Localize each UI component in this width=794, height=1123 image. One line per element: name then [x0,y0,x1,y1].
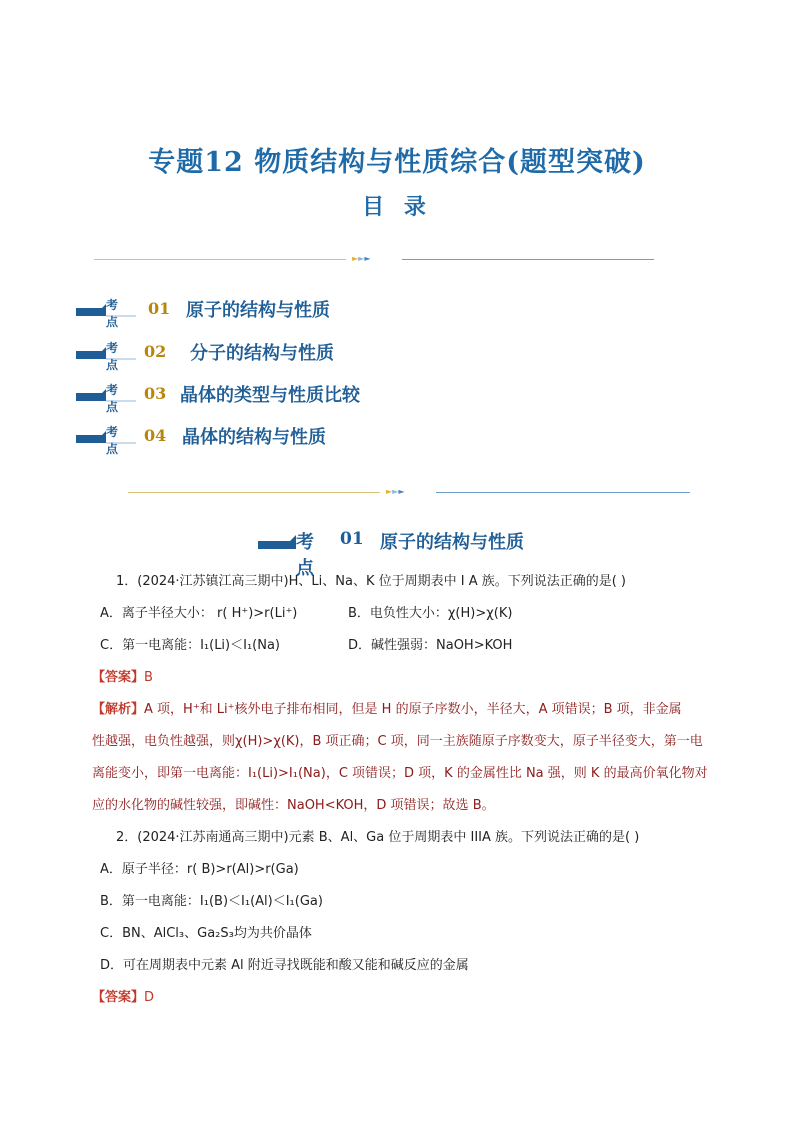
q1-option-c: C．第一电离能：I₁(Li)＜I₁(Na) [100,638,281,653]
toc-item-number: 01 [148,299,171,318]
q2-stem: 2．(2024·江苏南通高三期中)元素 B、Al、Ga 位于周期表中 IIIA 族。下列说法正确的是( ) [116,830,640,845]
q1-answer [92,666,153,685]
analysis-text: A 项，H⁺和 Li⁺核外电子排布相同，但是 H 的原子序数小，半径大，A 项错误；B 项，非金属 [144,702,682,717]
answer-label: 【答案】 [92,670,145,685]
q1-analysis-line-2: 性越强，电负性越强，则χ(H)>χ(K)，B 项正确；C 项，同一主族随原子序数变大，原子半径变大，第一电 [92,734,703,749]
q2-option-c: C．BN、AlCl₃、Ga₂S₃均为共价晶体 [100,926,312,941]
toc-item-number: 04 [144,426,167,445]
answer-label: 【答案】 [92,990,145,1005]
toc-item-number: 02 [144,342,167,361]
toc-badge-label: 考点 [106,341,119,372]
section-badge-icon [258,533,298,555]
answer-value: D [144,990,155,1005]
section-label: 原子的结构与性质 [380,532,524,553]
section-badge-label: 考点 [296,532,314,579]
q1-analysis-line-1 [92,698,682,717]
toc-badge-label: 考点 [106,383,119,414]
q2-answer [92,986,154,1005]
q2-option-a: A．原子半径：r( B)>r(Al)>r(Ga) [100,862,299,877]
q1-option-a: A．离子半径大小： r( H⁺)>r(Li⁺) [100,606,298,621]
toc-badge-label: 考点 [106,298,119,329]
q2-option-d: D．可在周期表中元素 Al 附近寻找既能和酸又能和碱反应的金属 [100,958,469,973]
toc-item-label: 分子的结构与性质 [190,343,334,364]
toc-heading: 目 录 [362,194,432,220]
q1-analysis-line-4: 应的水化物的碱性较强，即碱性：NaOH<KOH，D 项错误；故选 B。 [92,798,495,813]
answer-value: B [144,670,153,685]
toc-item-label: 晶体的结构与性质 [182,427,326,448]
section-number: 01 [340,529,364,549]
toc-item-label: 原子的结构与性质 [186,300,330,321]
toc-badge-label: 考点 [106,425,119,456]
toc-item-label: 晶体的类型与性质比较 [180,385,360,406]
page-title: 专题12 物质结构与性质综合(题型突破) [148,147,646,178]
q1-option-d: D．碱性强弱：NaOH>KOH [348,638,513,653]
q1-option-b: B．电负性大小：χ(H)>χ(K) [348,606,513,621]
q1-stem: 1．(2024·江苏镇江高三期中)H、Li、Na、K 位于周期表中 I A 族。下列说法正确的是( ) [116,574,627,589]
analysis-label: 【解析】 [92,702,145,717]
q2-option-b: B．第一电离能：I₁(B)＜I₁(Al)＜I₁(Ga) [100,894,323,909]
q1-analysis-line-3: 离能变小，即第一电离能：I₁(Li)>I₁(Na)，C 项错误；D 项，K 的金属性比 Na 强，则 K 的最高价氧化物对 [92,766,708,781]
toc-item-number: 03 [144,384,167,403]
